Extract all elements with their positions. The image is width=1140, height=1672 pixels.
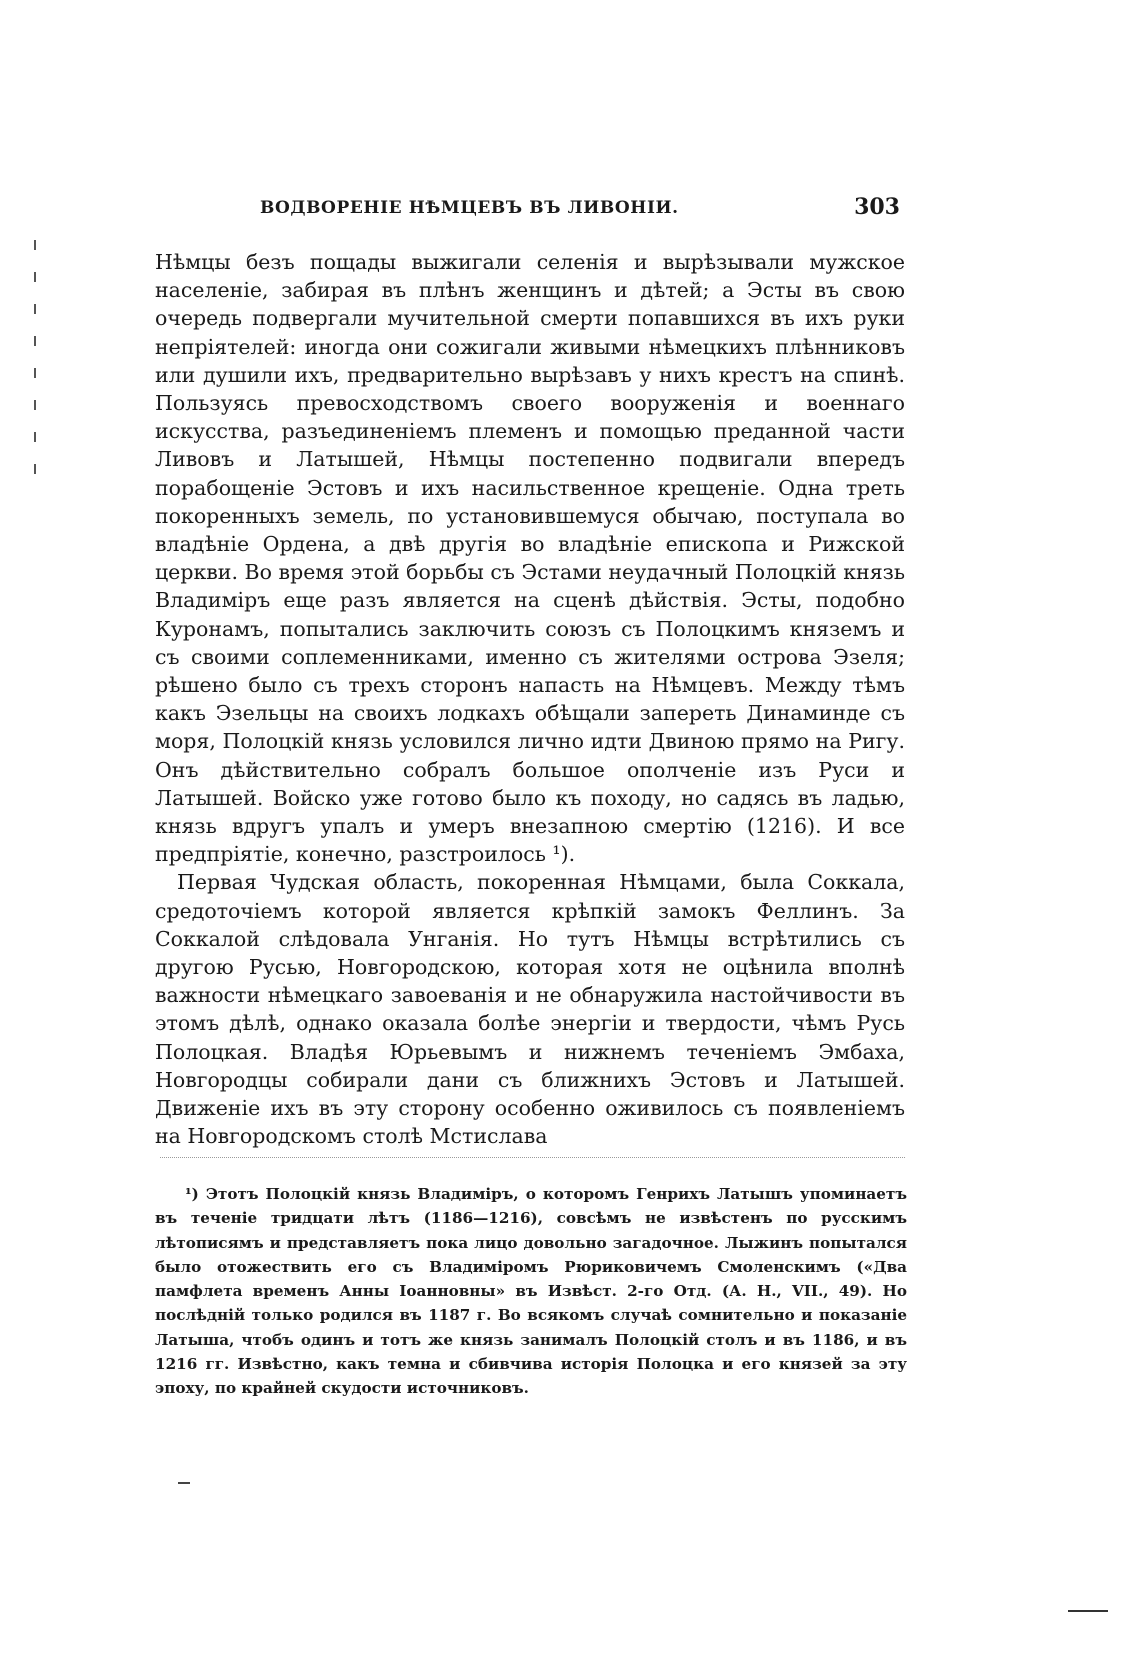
page-number: 303 [854,194,900,220]
margin-mark [34,240,36,250]
body-text [155,248,905,1151]
margin-mark [34,368,36,378]
margin-mark [34,336,36,346]
running-title: ВОДВОРЕНIЕ НѢМЦЕВЪ ВЪ ЛИВОНIИ. [260,198,679,218]
margin-mark [34,400,36,410]
margin-mark [34,432,36,442]
running-head [150,196,900,226]
margin-mark [34,272,36,282]
paragraph: Нѣмцы безъ пощады выжигали селенiя и вырѣзывали мужское населенiе, забирая въ плѣнъ женщинъ и дѣтей; а Эсты въ свою очередь подвергали мучительной смерти попавшихся въ ихъ руки непрiятелей: иногда они сожигали живыми нѣмецкихъ плѣнниковъ или душили ихъ, предварительно вырѣзавъ у нихъ крестъ на спинѣ. Пользуясь превосходствомъ своего вооруженiя и военнаго искусства, разъединенiемъ племенъ и помощью преданной части Ливовъ и Латышей, Нѣмцы постепенно подвигали впередъ порабощенiе Эстовъ и ихъ насильственное крещенiе. Одна треть покоренныхъ земель, по установившемуся обычаю, поступала во владѣнiе Ордена, а двѣ другiя во владѣнiе епископа и Рижской церкви. Во время этой борьбы съ Эстами неудачный Полоцкiй князь Владимiръ еще разъ является на сценѣ дѣйствiя. Эсты, подобно Куронамъ, попытались заключить союзъ съ Полоцкимъ княземъ и съ своими соплеменниками, именно съ жителями острова Эзеля; рѣшено было съ трехъ сторонъ напасть на Нѣмцевъ. Между тѣмъ какъ Эзельцы на своихъ лодкахъ обѣщали запереть Динаминде съ моря, Полоцкiй князь условился лично идти Двиною прямо на Ригу. Онъ дѣйствительно собралъ большое ополченiе изъ Руси и Латышей. Войско уже готово было къ походу, но садясь въ ладью, князь вдругъ упалъ и умеръ внезапною смертiю (1216). И все предпрiятiе, конечно, разстроилось ¹). [155,250,905,867]
page-mark [178,1482,190,1484]
left-margin-marks [34,240,40,540]
footnote-divider [160,1157,905,1158]
page-mark [1068,1610,1108,1612]
paragraph: Первая Чудская область, покоренная Нѣмцами, была Соккала, средоточiемъ которой является крѣпкiй замокъ Феллинъ. За Соккалой слѣдовала Унганiя. Но тутъ Нѣмцы встрѣтились съ другою Русью, Новгородскою, которая хотя не оцѣнила вполнѣ важности нѣмецкаго завоеванiя и не обнаружила настойчивости въ этомъ дѣлѣ, однако оказала болѣе энергiи и твердости, чѣмъ Русь Полоцкая. Владѣя Юрьевымъ и нижнемъ теченiемъ Эмбаха, Новгородцы собирали дани съ ближнихъ Эстовъ и Латышей. Движенiе ихъ въ эту сторону особенно оживилось съ появленiемъ на Новгородскомъ столѣ Мстислава [155,870,905,1149]
footnotes [155,1182,907,1401]
footnote: ¹) Этотъ Полоцкiй князь Владимiръ, о которомъ Генрихъ Латышъ упоминаетъ въ теченiе тридцати лѣтъ (1186—1216), совсѣмъ не извѣстенъ по русскимъ лѣтописямъ и представляетъ пока лицо довольно загадочное. Лыжинъ попытался было отожествить его съ Владимiромъ Рюриковичемъ Смоленскимъ («Два памфлета временъ Анны Iоанновны» въ Извѣст. 2-го Отд. (А. Н., VII., 49). Но послѣднiй только родился въ 1187 г. Во всякомъ случаѣ сомнительно и показанiе Латыша, чтобъ одинъ и тотъ же князь занималъ Полоцкiй столъ и въ 1186, и въ 1216 гг. Извѣстно, какъ темна и сбивчива исторiя Полоцка и его князей за эту эпоху, по крайней скудости источниковъ. [155,1185,907,1398]
margin-mark [34,464,36,474]
margin-mark [34,304,36,314]
